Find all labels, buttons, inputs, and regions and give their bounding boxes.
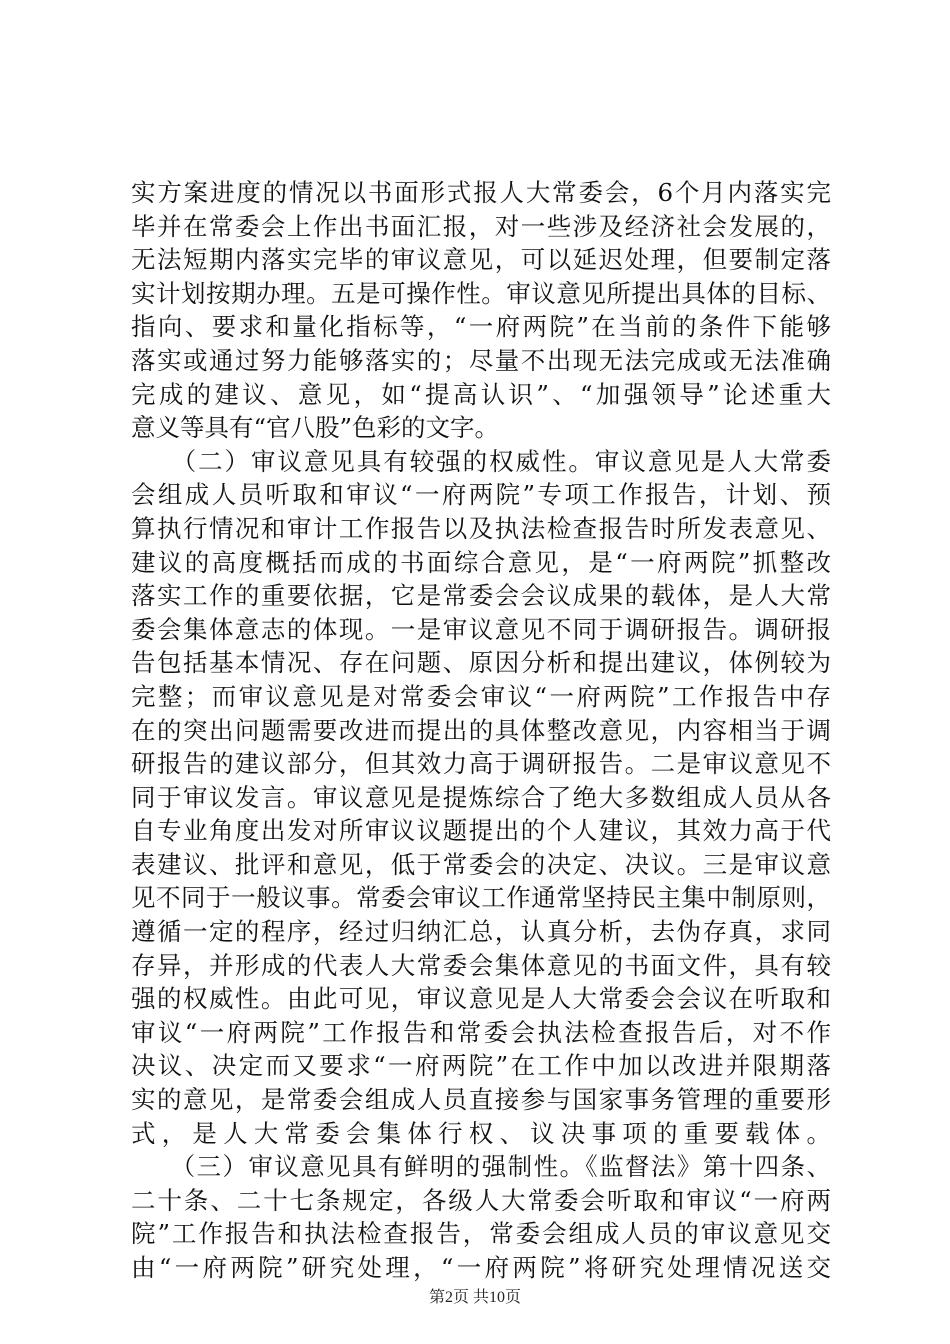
text-line: 完成的建议、意见，如“提高认识”、“加强领导”论述重大 <box>131 379 835 409</box>
text-line: 实方案进度的情况以书面形式报人大常委会，6个月内落实完 <box>131 178 833 207</box>
text-line: 指向、要求和量化指标等，“一府两院”在当前的条件下能够 <box>131 312 834 342</box>
text-line: 自专业角度出发对所审议议题提出的个人建议，其效力高于代 <box>131 816 833 846</box>
text-line: 式，是人大常委会集体行权、议决事项的重要载体。 <box>131 1118 838 1148</box>
text-line: 实的意见，是常委会组成人员直接参与国家事务管理的重要形 <box>131 1085 833 1115</box>
text-line: （三）审议意见具有鲜明的强制性。《监督法》第十四条、 <box>131 1152 833 1182</box>
text-line: 意义等具有“官八股”色彩的文字。 <box>131 413 500 443</box>
text-line: 表建议、批评和意见，低于常委会的决定、决议。三是审议意 <box>131 849 833 879</box>
text-line: 无法短期内落实完毕的审议意见，可以延迟处理，但要制定落 <box>131 245 833 275</box>
text-line: 遵循一定的程序，经过归纳汇总，认真分析，去伪存真，求同 <box>131 917 833 947</box>
body-text <box>131 176 838 1285</box>
text-line: 同于审议发言。审议意见是提炼综合了绝大多数组成人员从各 <box>131 782 833 812</box>
text-line: 落实工作的重要依据，它是常委会会议成果的载体，是人大常 <box>131 581 833 611</box>
text-line: 二十条、二十七条规定，各级人大常委会听取和审议“一府两 <box>131 1185 833 1215</box>
text-line: 由“一府两院”研究处理，“一府两院”将研究处理情况送交 <box>131 1253 835 1282</box>
text-line: 研报告的建议部分，但其效力高于调研报告。二是审议意见不 <box>131 749 833 779</box>
text-line: 存异，并形成的代表人大常委会集体意见的书面文件，具有较 <box>131 950 833 980</box>
text-line: 毕并在常委会上作出书面汇报，对一些涉及经济社会发展的， <box>131 211 833 241</box>
text-line: 建议的高度概括而成的书面综合意见，是“一府两院”抓整改 <box>131 547 834 577</box>
text-line: 见不同于一般议事。常委会审议工作通常坚持民主集中制原则， <box>131 883 832 913</box>
text-line: 在的突出问题需要改进而提出的具体整改意见，内容相当于调 <box>131 715 833 745</box>
text-line: （二）审议意见具有较强的权威性。审议意见是人大常委 <box>131 446 833 476</box>
text-line: 决议、决定而又要求“一府两院”在工作中加以改进并限期落 <box>131 1051 834 1081</box>
text-line: 实计划按期办理。五是可操作性。审议意见所提出具体的目标、 <box>131 278 832 308</box>
text-line: 院”工作报告和执法检查报告，常委会组成人员的审议意见交 <box>131 1219 833 1249</box>
text-line: 完整；而审议意见是对常委会审议“一府两院”工作报告中存 <box>131 681 834 711</box>
text-line: 算执行情况和审计工作报告以及执法检查报告时所发表意见、 <box>131 513 833 543</box>
text-line: 落实或通过努力能够落实的；尽量不出现无法完成或无法准确 <box>131 345 833 375</box>
text-line: 告包括基本情况、存在问题、原因分析和提出建议，体例较为 <box>131 648 833 678</box>
page-footer: 第2页 共10页 <box>428 1289 521 1306</box>
text-line: 会组成人员听取和审议“一府两院”专项工作报告，计划、预 <box>131 480 834 510</box>
text-line: 审议“一府两院”工作报告和常委会执法检查报告后，对不作 <box>131 1017 834 1047</box>
text-line: 委会集体意志的体现。一是审议意见不同于调研报告。调研报 <box>131 614 833 644</box>
text-line: 强的权威性。由此可见，审议意见是人大常委会会议在听取和 <box>131 984 833 1014</box>
